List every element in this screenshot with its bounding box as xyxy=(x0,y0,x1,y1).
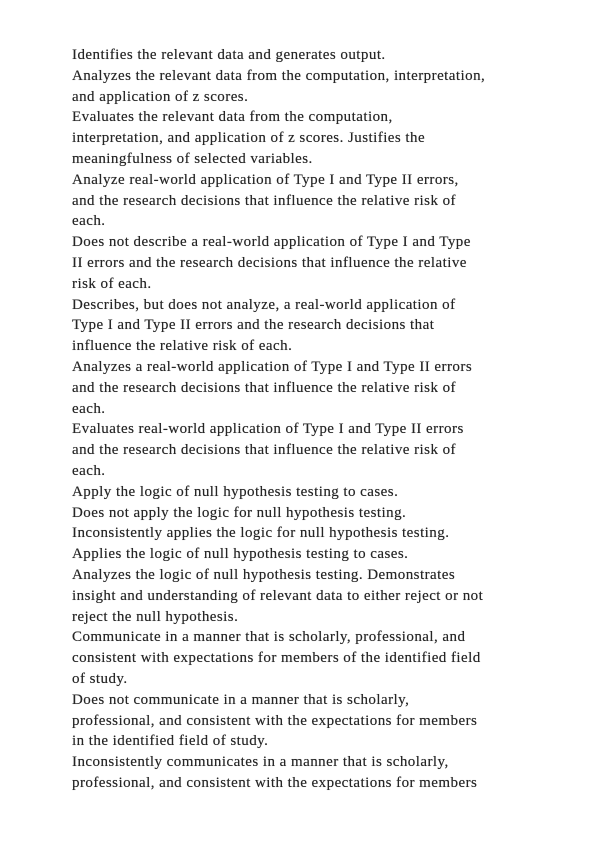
text-line: reject the null hypothesis. xyxy=(72,608,239,625)
text-line: and the research decisions that influence the relative risk of xyxy=(72,192,457,209)
text-line: Applies the logic of null hypothesis testing to cases. xyxy=(72,546,409,563)
text-line: Identifies the relevant data and generates output. xyxy=(72,47,386,63)
text-line: professional, and consistent with the expectations for members xyxy=(72,774,478,791)
document-body xyxy=(72,45,572,794)
text-line: Analyzes the logic of null hypothesis testing. Demonstrates xyxy=(72,566,456,583)
text-line: Apply the logic of null hypothesis testing to cases. xyxy=(72,483,399,500)
text-line: Analyzes a real-world application of Type I and Type II errors xyxy=(72,358,473,375)
text-line: insight and understanding of relevant data to either reject or not xyxy=(72,587,484,604)
text-line: of study. xyxy=(72,670,128,687)
text-line: and the research decisions that influence the relative risk of xyxy=(72,442,457,459)
text-line: II errors and the research decisions that influence the relative xyxy=(72,254,467,271)
text-line: Analyze real-world application of Type I and Type II errors, xyxy=(72,171,459,188)
text-line: Communicate in a manner that is scholarly, professional, and xyxy=(72,629,466,646)
text-line: Does not communicate in a manner that is scholarly, xyxy=(72,691,410,708)
text-line: Does not apply the logic for null hypothesis testing. xyxy=(72,504,407,521)
text-line: Analyzes the relevant data from the computation, interpretation, xyxy=(72,67,486,84)
text-line: in the identified field of study. xyxy=(72,733,269,750)
text-line: professional, and consistent with the expectations for members xyxy=(72,712,478,729)
text-line: and application of z scores. xyxy=(72,88,249,105)
text-line: Inconsistently communicates in a manner that is scholarly, xyxy=(72,754,449,771)
text-line: and the research decisions that influence the relative risk of xyxy=(72,379,457,396)
text-line: each. xyxy=(72,462,106,479)
text-line: Inconsistently applies the logic for null hypothesis testing. xyxy=(72,525,450,542)
text-line: Evaluates real-world application of Type I and Type II errors xyxy=(72,421,464,438)
text-line: consistent with expectations for members of the identified field xyxy=(72,650,481,667)
text-line: Evaluates the relevant data from the computation, xyxy=(72,109,393,126)
text-line: each. xyxy=(72,400,106,417)
text-line: risk of each. xyxy=(72,275,152,292)
text-line: influence the relative risk of each. xyxy=(72,338,293,355)
text-line: Describes, but does not analyze, a real-world application of xyxy=(72,296,456,313)
text-line: meaningfulness of selected variables. xyxy=(72,150,313,167)
text-line: Does not describe a real-world application of Type I and Type xyxy=(72,234,471,251)
text-line: Type I and Type II errors and the research decisions that xyxy=(72,317,435,334)
text-line: interpretation, and application of z scores. Justifies the xyxy=(72,130,426,147)
text-line: each. xyxy=(72,213,106,230)
